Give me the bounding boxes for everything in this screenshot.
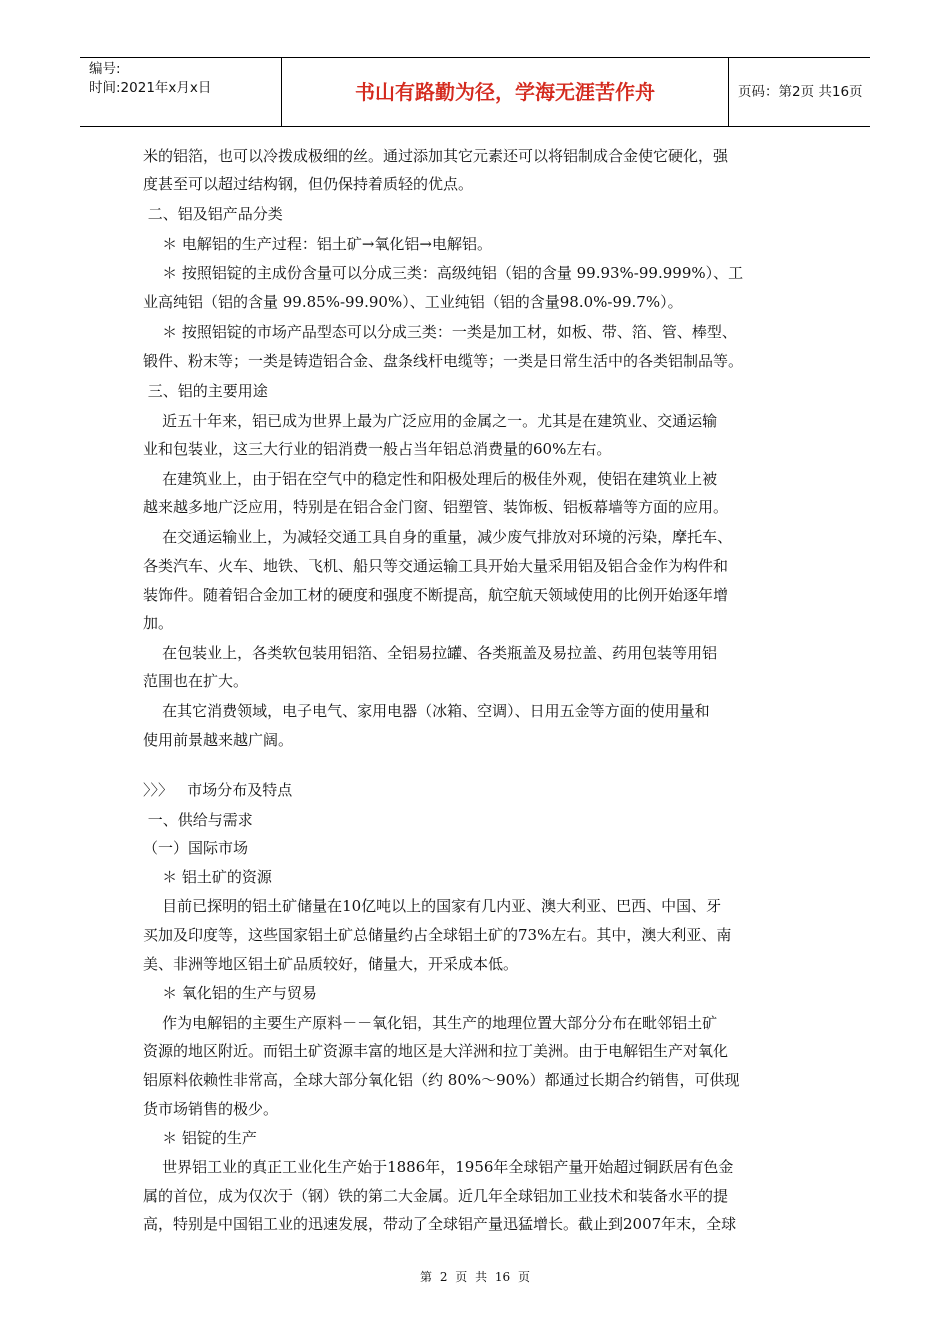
text-line: 业高纯铝（铝的含量 99.85%-99.90%）、工业纯铝（铝的含量98.0%-99.7%）。 bbox=[143, 293, 683, 311]
text-line: 近五十年来，铝已成为世界上最为广泛应用的金属之一。尤其是在建筑业、交通运输 bbox=[143, 412, 718, 430]
text-line: 铝原料依赖性非常高，全球大部分氧化铝（约 80%～90%）都通过长期合约销售，可供现 bbox=[143, 1071, 740, 1089]
document-number-label: 编号: bbox=[89, 61, 121, 77]
text-line: ＊ 按照铝锭的市场产品型态可以分成三类：一类是加工材，如板、带、箔、管、棒型、 bbox=[143, 323, 737, 341]
header-meta bbox=[80, 58, 282, 126]
text-line: 〉〉〉 市场分布及特点 bbox=[143, 781, 293, 799]
text-line: 高，特别是中国铝工业的迅速发展，带动了全球铝产量迅猛增长。截止到2007年末，全球 bbox=[143, 1215, 737, 1233]
text-line: 资源的地区附近。而铝土矿资源丰富的地区是大洋洲和拉丁美洲。由于电解铝生产对氧化 bbox=[143, 1042, 729, 1060]
text-line: ＊ 电解铝的生产过程：铝土矿→氧化铝→电解铝。 bbox=[143, 235, 492, 253]
text-line: ＊ 按照铝锭的主成份含量可以分成三类：高级纯铝（铝的含量 99.93%-99.999%）、工 bbox=[143, 264, 744, 282]
text-line: ＊ 氧化铝的生产与贸易 bbox=[143, 984, 317, 1002]
page-header bbox=[80, 57, 870, 127]
text-line: 一、供给与需求 bbox=[143, 811, 253, 829]
text-line: 作为电解铝的主要生产原料－－氧化铝，其生产的地理位置大部分分布在毗邻铝土矿 bbox=[143, 1014, 718, 1032]
text-line: 各类汽车、火车、地铁、飞机、船只等交通运输工具开始大量采用铝及铝合金作为构件和 bbox=[143, 557, 729, 575]
text-line: 属的首位，成为仅次于（钢）铁的第二大金属。近几年全球铝加工业技术和装备水平的提 bbox=[143, 1187, 729, 1205]
text-line: 二、铝及铝产品分类 bbox=[143, 205, 283, 223]
header-page-info: 页码：第2页 共16页 bbox=[738, 84, 863, 100]
text-line: ＊ 铝土矿的资源 bbox=[143, 868, 272, 886]
text-line: 加。 bbox=[143, 614, 174, 632]
text-line: ＊ 铝锭的生产 bbox=[143, 1129, 257, 1147]
text-line: 在包装业上，各类软包装用铝箔、全铝易拉罐、各类瓶盖及易拉盖、药用包装等用铝 bbox=[143, 644, 718, 662]
text-line: 在交通运输业上，为减轻交通工具自身的重量，减少废气排放对环境的污染，摩托车、 bbox=[143, 528, 733, 546]
text-line: 锻件、粉末等；一类是铸造铝合金、盘条线杆电缆等；一类是日常生活中的各类铝制品等。 bbox=[143, 352, 744, 370]
text-line: 三、铝的主要用途 bbox=[143, 382, 268, 400]
header-motto: 书山有路勤为径，学海无涯苦作舟 bbox=[282, 58, 729, 126]
text-line: 越来越多地广泛应用，特别是在铝合金门窗、铝塑管、装饰板、铝板幕墙等方面的应用。 bbox=[143, 498, 729, 516]
text-line: 装饰件。随着铝合金加工材的硬度和强度不断提高，航空航天领域使用的比例开始逐年增 bbox=[143, 586, 729, 604]
text-line: 使用前景越来越广阔。 bbox=[143, 731, 294, 749]
text-line: 在其它消费领域，电子电气、家用电器（冰箱、空调）、日用五金等方面的使用量和 bbox=[143, 702, 710, 720]
text-line: 美、非洲等地区铝土矿品质较好，储量大，开采成本低。 bbox=[143, 955, 519, 973]
text-line: 目前已探明的铝土矿储量在10亿吨以上的国家有几内亚、澳大利亚、巴西、中国、牙 bbox=[143, 897, 722, 915]
document-time-label: 时间:2021年x月x日 bbox=[89, 80, 212, 96]
text-line: 业和包装业，这三大行业的铝消费一般占当年铝总消费量的60%左右。 bbox=[143, 440, 612, 458]
text-line: 货市场销售的极少。 bbox=[143, 1100, 279, 1118]
text-line: 米的铝箔，也可以冷拨成极细的丝。通过添加其它元素还可以将铝制成合金使它硬化，强 bbox=[143, 147, 729, 165]
text-line: 范围也在扩大。 bbox=[143, 672, 249, 690]
text-line: 在建筑业上，由于铝在空气中的稳定性和阳极处理后的极佳外观，使铝在建筑业上被 bbox=[143, 470, 718, 488]
text-line: （一）国际市场 bbox=[143, 839, 249, 857]
text-line: 世界铝工业的真正工业化生产始于1886年，1956年全球铝产量开始超过铜跃居有色金 bbox=[143, 1158, 734, 1176]
text-line: 度甚至可以超过结构钢，但仍保持着质轻的优点。 bbox=[143, 175, 474, 193]
text-line: 买加及印度等，这些国家铝土矿总储量约占全球铝土矿的73%左右。其中，澳大利亚、南 bbox=[143, 926, 732, 944]
page-footer: 第 2 页 共 16 页 bbox=[420, 1270, 530, 1284]
